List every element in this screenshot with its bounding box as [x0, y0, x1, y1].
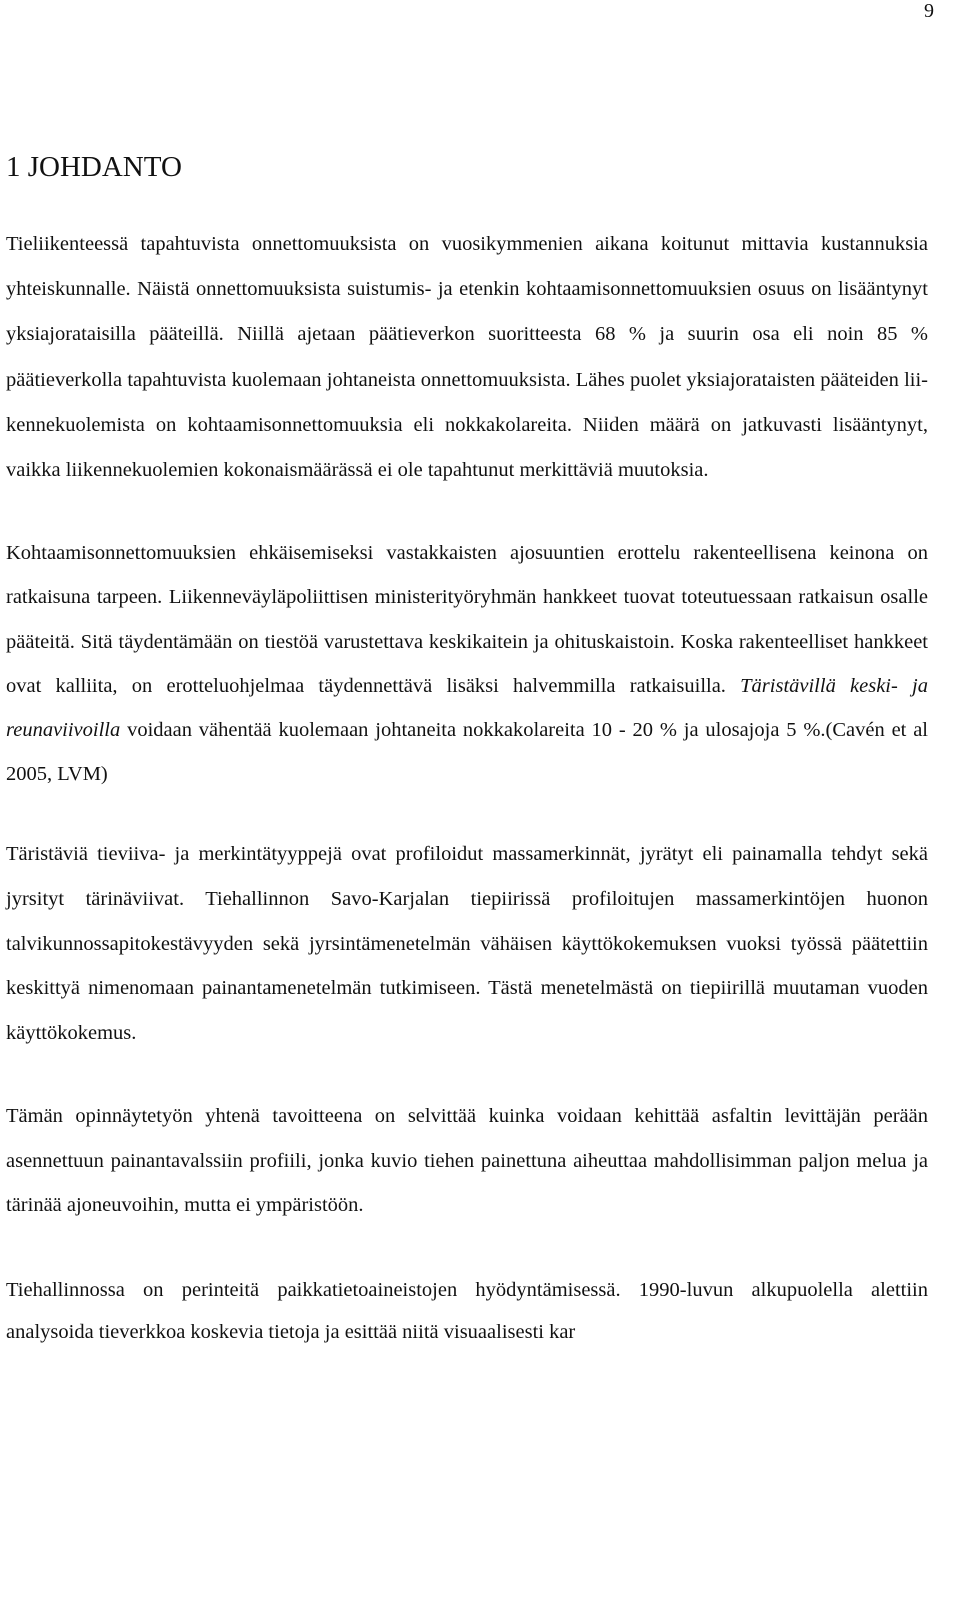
- paragraph-text: voidaan vähentää kuolemaan johtaneita nokkakolareita 10 - 20 % ja ulosajoja 5 %.(Cavén et al 2005, LVM): [6, 719, 928, 786]
- paragraph-thesis-goal: Tämän opinnäytetyön yhtenä tavoitteena on selvittää kuinka voidaan kehittää asfaltin levittäjän perään asennettuun painantavalssiin profiili, jonka kuvio tiehen painettuna aiheuttaa mahdollisimman paljon melua ja tärinää ajoneuvoihin, mutta ei ympäristöön.: [6, 1105, 928, 1217]
- paragraph-gis: Tiehallinnossa on perinteitä paikkatietoaineistojen hyödyntämisessä. 1990-luvun alkupuolella alettiin analysoida tieverkkoa koskevia tietoja ja esittää niitä visuaalisesti kar: [6, 1278, 928, 1343]
- body-text: [6, 222, 928, 1353]
- paragraph-collision-prevention: [6, 531, 928, 796]
- chapter-heading: 1 JOHDANTO: [6, 151, 182, 183]
- paragraph-intro: Tieliikenteessä tapahtuvista onnettomuuksista on vuosikymmenien aikana koitunut mittavia kustannuksia yhteiskunnalle. Näistä onnettomuuksista suistumis- ja etenkin kohtaamisonnettomuuksien osuus on lisääntynyt yksiajorataisilla pääteillä. Niillä ajetaan päätieverkon suoritteesta 68 % ja suurin osa eli noin 85 % päätieverkolla tapahtuvista kuolemaan johtaneista onnettomuuksista. Lähes puolet yksiajorataisten pääteiden liikennekuolemista on kohtaamisonnettomuuksia eli nokkakolareita. Niiden määrä on jatkuvasti lisääntynyt, vaikka liikennekuolemien kokonaismäärässä ei ole tapahtunut merkittäviä muutoksia.: [6, 233, 928, 482]
- paragraph-rumble-strips: Täristäviä tieviiva- ja merkintätyyppejä ovat profiloidut massamerkinnät, jyrätyt eli painamalla tehdyt sekä jyrsityt tärinäviivat. Tiehallinnon Savo-Karjalan tiepiirissä profiloitujen massamerkintöjen huonon talvikunnossapitokestävyyden sekä jyrsintämenetelmän vähäisen käyttökokemuksen vuoksi työssä päätettiin keskittyä nimenomaan painantamenetelmän tutkimiseen. Tästä menetelmästä on tiepiirillä muutaman vuoden käyttökokemus.: [6, 843, 928, 1044]
- paragraph-text: Kohtaamisonnettomuuksien ehkäisemiseksi vastakkaisten ajosuuntien erottelu rakenteellisena keinona on ratkaisuna tarpeen. Liikenneväyläpoliittisen ministerityöryhmän hankkeet tuovat toteutuessaan ratkaisun osalle pääteitä. Sitä täydentämään on tiestöä varustettava keskikaitein ja ohituskaistoin. Koska rakenteelliset hankkeet ovat kalliita, on erotteluohjelmaa täydennettävä lisäksi halvemmilla ratkaisuilla.: [6, 542, 928, 697]
- italic-term: Täristävillä keski- ja reunaviivoilla: [6, 674, 928, 742]
- page-number: 9: [924, 0, 934, 22]
